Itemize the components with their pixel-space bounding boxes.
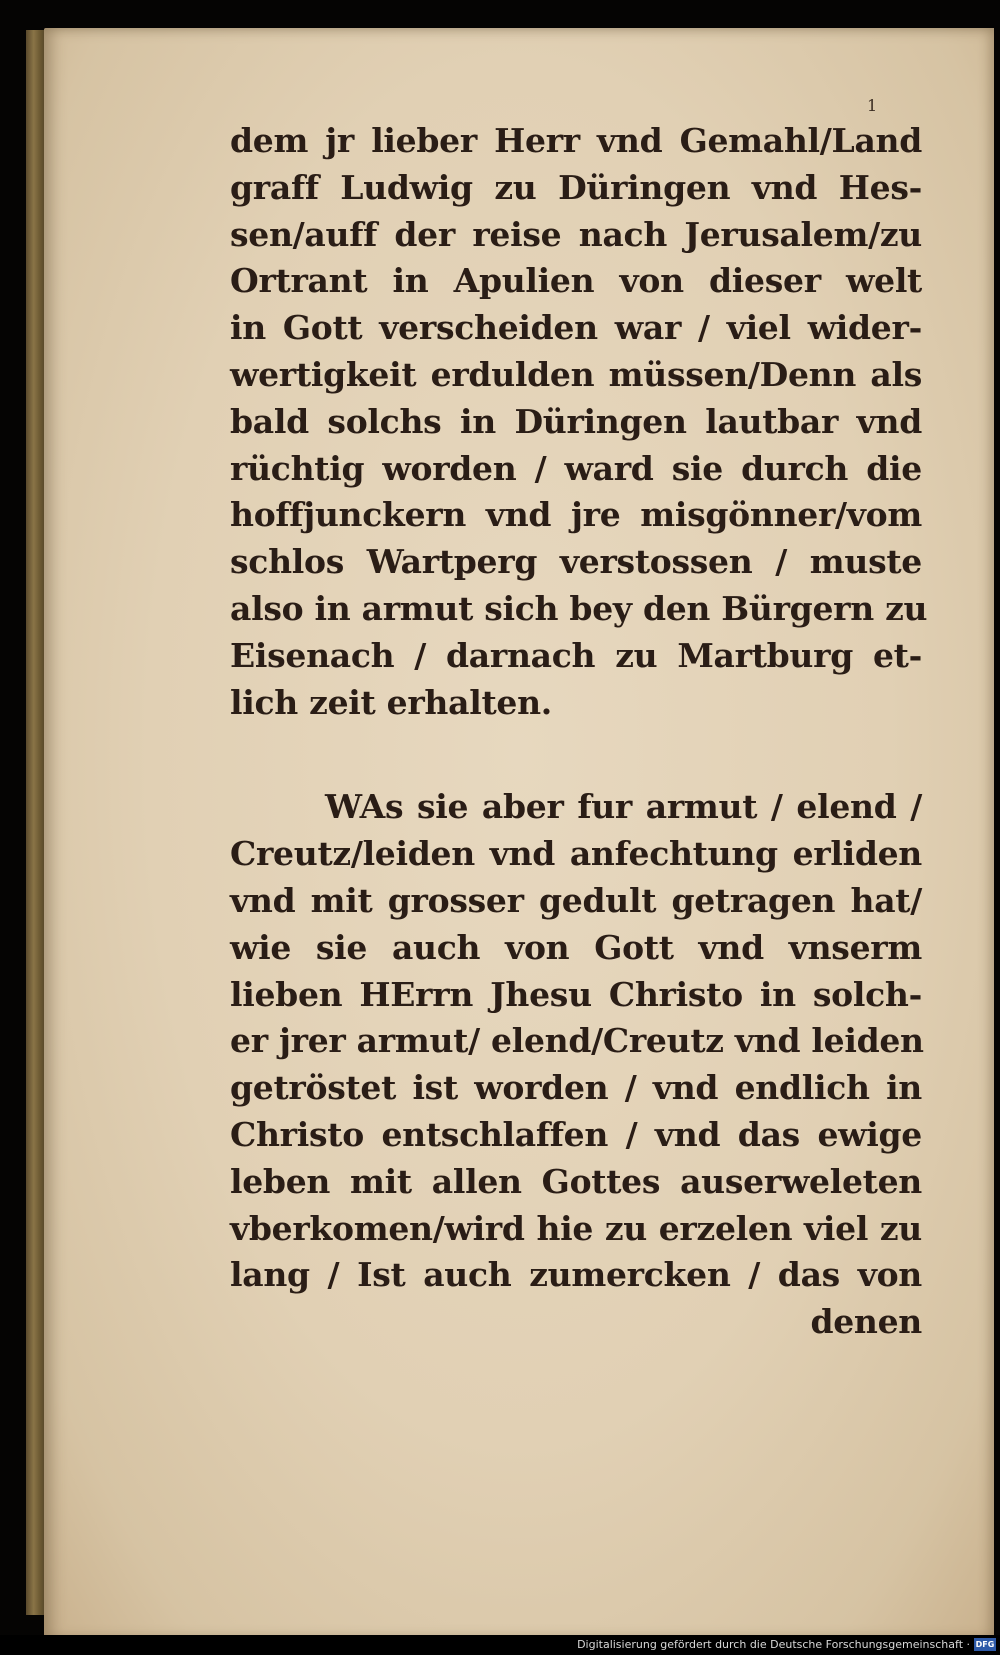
text-line: leben mit allen Gottes auserweleten: [230, 1161, 922, 1201]
text-line: in Gott verscheiden war / viel wider-: [230, 308, 922, 348]
funding-notice: Digitalisierung gefördert durch die Deutsche Forschungsgemeinschaft ·: [577, 1638, 970, 1651]
text-line: vnd mit grosser gedult getragen hat/: [230, 880, 922, 920]
paragraph-1: [230, 118, 928, 726]
text-line: lieben HErrn Jhesu Christo in solch-: [230, 974, 922, 1014]
page-text-block: [230, 118, 928, 1346]
text-line: graff Ludwig zu Düringen vnd Hes-: [230, 167, 922, 207]
text-line: lich zeit erhalten.: [230, 682, 552, 722]
text-line: rüchtig worden / ward sie durch die: [230, 448, 922, 488]
text-line: wertigkeit erdulden müssen/Denn als: [230, 354, 922, 394]
text-line: Ortrant in Apulien von dieser welt: [230, 261, 922, 301]
paragraph-2: [230, 784, 922, 1346]
text-line: Creutz/leiden vnd anfechtung erliden: [230, 834, 922, 874]
digitization-footer: [0, 1635, 1000, 1655]
text-line: Christo entschlaffen / vnd das ewige: [230, 1114, 922, 1154]
folio-mark: 1: [867, 96, 878, 115]
catchword: denen: [810, 1302, 922, 1342]
text-line: getröstet ist worden / vnd endlich in: [230, 1068, 922, 1108]
text-line: bald solchs in Düringen lautbar vnd: [230, 401, 922, 441]
text-line: also in armut sich bey den Bürgern zu: [230, 588, 928, 628]
text-line: schlos Wartperg verstossen / muste: [230, 542, 922, 582]
text-line: sen/auff der reise nach Jerusalem/zu: [230, 214, 922, 254]
text-line: hoffjunckern vnd jre misgönner/vom: [230, 495, 922, 535]
text-line: lang / Ist auch zumercken / das von: [230, 1255, 922, 1295]
paragraph-gap: [230, 726, 922, 784]
dfg-logo: DFG: [975, 1640, 995, 1649]
text-line: wie sie auch von Gott vnd vnserm: [230, 927, 922, 967]
text-line: er jrer armut/ elend/Creutz vnd leiden: [230, 1021, 924, 1061]
text-line: vberkomen/wird hie zu erzelen viel zu: [230, 1208, 922, 1248]
text-line: Eisenach / darnach zu Martburg et-: [230, 635, 922, 675]
text-line: dem jr lieber Herr vnd Gemahl/Land: [230, 121, 922, 160]
text-line: WAs sie aber fur armut / elend /: [325, 787, 922, 827]
